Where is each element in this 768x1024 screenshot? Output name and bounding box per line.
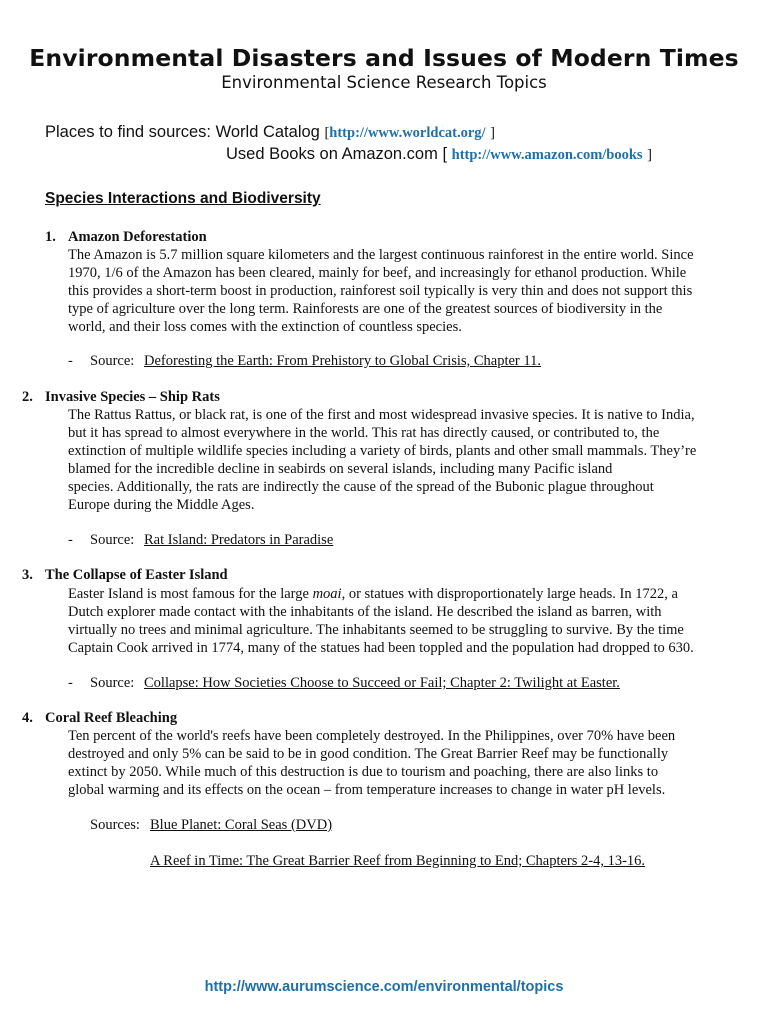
paragraph-line: virtually no trees and minimal agriculture. The inhabitants seemed to be struggling to survive. By the time bbox=[68, 622, 684, 638]
item-heading bbox=[22, 567, 228, 584]
item-number: 4. bbox=[22, 710, 33, 726]
paragraph-line: Captain Cook arrived in 1774, many of the statues had been toppled and the population had dropped to 630. bbox=[68, 640, 694, 656]
sources-intro-line-2 bbox=[226, 145, 652, 164]
paragraph-line: destroyed and only 5% can be said to be in good condition. The Great Barrier Reef may be functionally bbox=[68, 746, 669, 762]
item-heading bbox=[45, 229, 207, 246]
item-paragraph bbox=[68, 585, 694, 657]
item-paragraph bbox=[68, 727, 675, 799]
paragraph-line: extinction of multiple wildlife species including a variety of birds, plants and other small mammals. They’re bbox=[68, 443, 697, 459]
paragraph-line: species. Additionally, the rats are indirectly the cause of the spread of the Bubonic plague throughout bbox=[68, 479, 654, 495]
paragraph-line: The Amazon is 5.7 million square kilometers and the largest continuous rainforest in the entire world. Since bbox=[68, 247, 694, 263]
source-title: Deforesting the Earth: From Prehistory to Global Crisis, Chapter 11. bbox=[144, 353, 541, 369]
paragraph-line: extinct by 2050. While much of this destruction is due to tourism and poaching, there are also links to bbox=[68, 764, 659, 780]
source-title: Blue Planet: Coral Seas (DVD) bbox=[150, 817, 333, 833]
document-title: Environmental Disasters and Issues of Modern Times bbox=[29, 44, 739, 72]
paragraph-line bbox=[68, 585, 694, 603]
item-paragraph bbox=[68, 406, 696, 514]
source-dash: - bbox=[68, 353, 73, 369]
paragraph-line: world, and their loss comes with the extinction of countless species. bbox=[68, 319, 462, 335]
item-number: 1. bbox=[45, 229, 56, 245]
paragraph-line: global warming and its effects on the ocean – from temperature increases to change in water pH levels. bbox=[68, 782, 666, 798]
item-source bbox=[90, 817, 333, 834]
item-paragraph bbox=[68, 246, 694, 336]
item-heading bbox=[22, 389, 220, 406]
paragraph-line: Ten percent of the world's reefs have been completely destroyed. In the Philippines, over 70% have been bbox=[68, 728, 676, 744]
sources-intro-label: Places to find sources: bbox=[45, 123, 211, 141]
paragraph-text: , or statues with disproportionately large heads. In 1722, a bbox=[341, 586, 678, 602]
item-source bbox=[68, 353, 541, 370]
paragraph-line: blamed for the incredible decline in seabirds on several islands, including many Pacific island bbox=[68, 461, 613, 477]
emphasized-word: moai bbox=[312, 586, 342, 602]
item-source bbox=[68, 532, 334, 549]
source-title: A Reef in Time: The Great Barrier Reef from Beginning to End; Chapters 2-4, 13-16. bbox=[150, 853, 646, 869]
paragraph-line: type of agriculture over the long term. Rainforests are one of the greatest sources of biodiversity in the bbox=[68, 301, 663, 317]
source-label: Source: bbox=[90, 675, 135, 691]
paragraph-line: Dutch explorer made contact with the inhabitants of the island. He described the island as barren, with bbox=[68, 604, 662, 620]
document-subtitle: Environmental Science Research Topics bbox=[221, 73, 547, 92]
source-dash: - bbox=[68, 532, 73, 548]
section-heading: Species Interactions and Biodiversity bbox=[45, 190, 321, 207]
amazon-name: Used Books on Amazon.com bbox=[226, 145, 438, 163]
paragraph-line: 1970, 1/6 of the Amazon has been cleared, mainly for beef, and increasingly for ethanol production. While bbox=[68, 265, 687, 281]
item-source bbox=[68, 675, 620, 692]
amazon-open-bracket: [ bbox=[442, 145, 448, 163]
item-number: 2. bbox=[22, 389, 33, 405]
paragraph-line: this provides a short-term boost in production, rainforest soil typically is very thin and does not support this bbox=[68, 283, 693, 299]
paragraph-line: The Rattus Rattus, or black rat, is one of the first and most widespread invasive species. It is native to India, bbox=[68, 407, 695, 423]
item-title: Amazon Deforestation bbox=[68, 229, 207, 245]
worldcat-open-bracket: [ bbox=[324, 125, 330, 141]
item-title: Invasive Species – Ship Rats bbox=[45, 389, 220, 405]
worldcat-name: World Catalog bbox=[215, 123, 320, 141]
source-label: Source: bbox=[90, 532, 135, 548]
worldcat-close-bracket: ] bbox=[490, 125, 495, 141]
item-title: The Collapse of Easter Island bbox=[45, 567, 228, 583]
footer-link[interactable]: http://www.aurumscience.com/environmental/topics bbox=[204, 979, 564, 995]
worldcat-link[interactable]: http://www.worldcat.org/ bbox=[329, 125, 486, 141]
amazon-close-bracket: ] bbox=[647, 147, 653, 163]
paragraph-line: Europe during the Middle Ages. bbox=[68, 497, 255, 513]
source-title: Rat Island: Predators in Paradise bbox=[144, 532, 334, 548]
source-label: Sources: bbox=[90, 817, 140, 833]
item-title: Coral Reef Bleaching bbox=[45, 710, 178, 726]
item-source-secondary bbox=[150, 853, 645, 870]
item-number: 3. bbox=[22, 567, 33, 583]
paragraph-text: Easter Island is most famous for the large bbox=[68, 586, 313, 602]
source-label: Source: bbox=[90, 353, 135, 369]
sources-intro-line-1 bbox=[45, 123, 495, 142]
paragraph-line: but it has spread to almost everywhere in the world. This rat has directly caused, or contributed to, the bbox=[68, 425, 660, 441]
source-title: Collapse: How Societies Choose to Succeed or Fail; Chapter 2: Twilight at Easter. bbox=[144, 675, 620, 691]
amazon-link[interactable]: http://www.amazon.com/books bbox=[451, 147, 643, 163]
source-dash: - bbox=[68, 675, 73, 691]
item-heading bbox=[22, 710, 178, 727]
